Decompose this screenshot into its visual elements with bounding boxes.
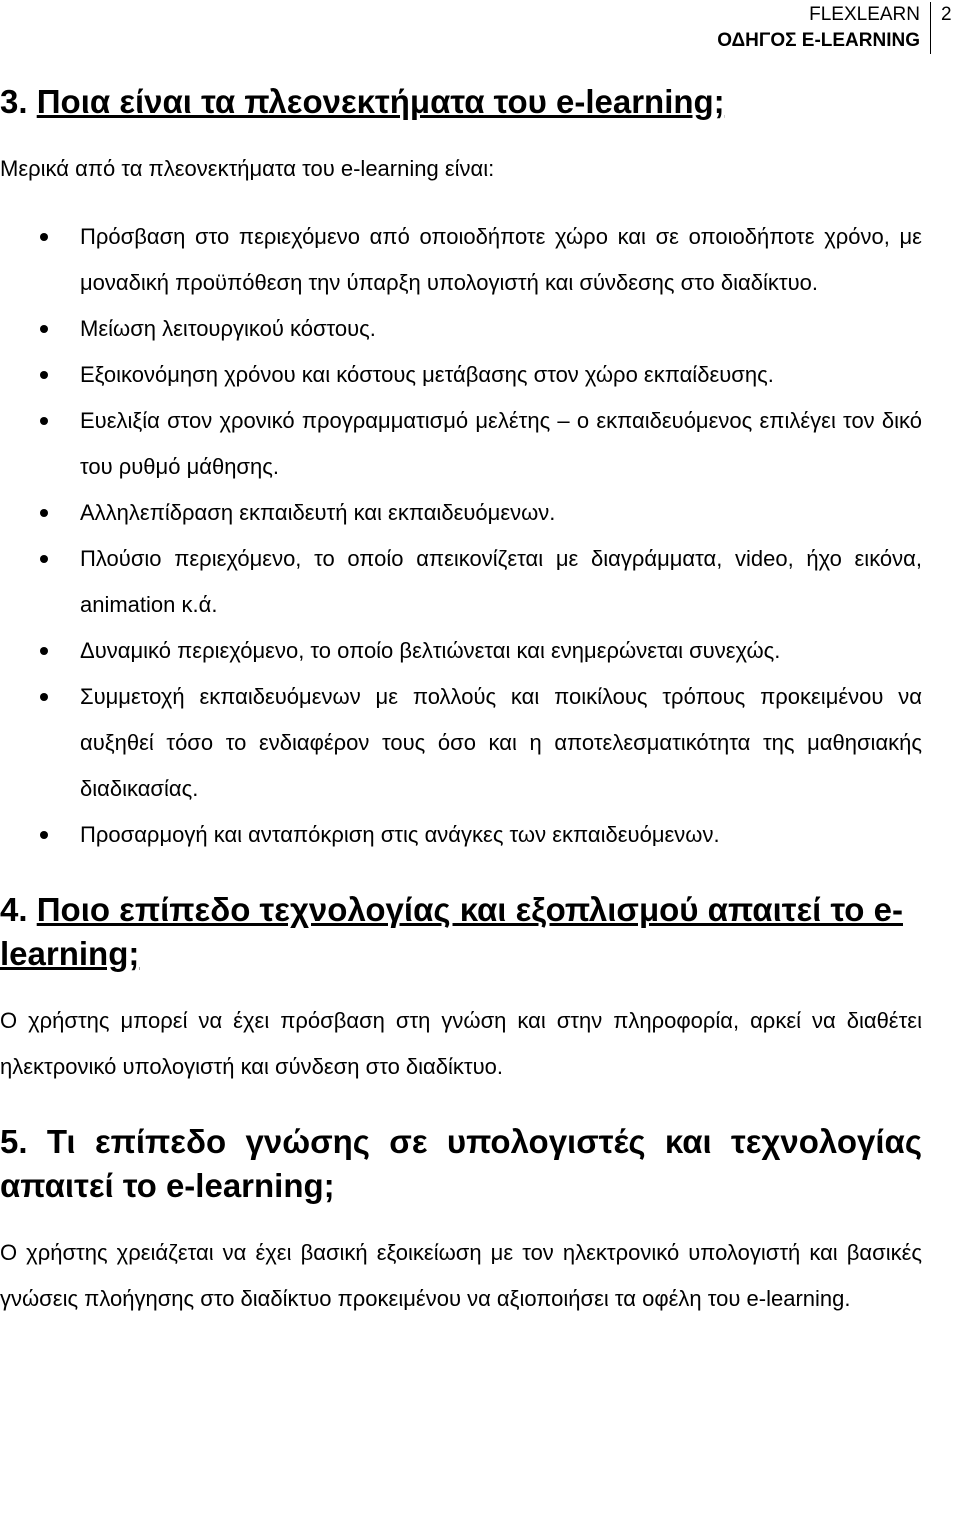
section-5-body: Ο χρήστης χρειάζεται να έχει βασική εξοικείωση με τον ηλεκτρονικό υπολογιστή και βασικές γνώσεις πλοήγησης στο διαδίκτυο προκειμένου να αξιοποιήσει τα οφέλη του e-learning.: [0, 1240, 922, 1311]
section-4-heading: [0, 888, 922, 976]
header-subtitle: ΟΔΗΓΟΣ E-LEARNING: [717, 30, 920, 51]
list-item-text: Δυναμικό περιεχόμενο, το οποίο βελτιώνεται και ενημερώνεται συνεχώς.: [80, 638, 781, 663]
section-3-title: Ποια είναι τα πλεονεκτήματα του e-learning;: [36, 83, 725, 120]
list-item: [0, 214, 922, 306]
list-item-text: Μείωση λειτουργικού κόστους.: [80, 316, 376, 341]
section-3-heading: [0, 80, 922, 124]
list-item: [0, 628, 922, 674]
document-body: [0, 80, 922, 1322]
section-3-number: 3.: [0, 83, 28, 120]
section-5-number: 5.: [0, 1123, 28, 1160]
bullet-icon: [40, 509, 48, 517]
list-item: [0, 812, 922, 858]
list-item: [0, 352, 922, 398]
list-item: [0, 674, 922, 812]
section-5-title: Τι επίπεδο γνώσης σε υπολογιστές και τεχνολογίας απαιτεί το e-learning;: [0, 1123, 922, 1204]
list-item: [0, 536, 922, 628]
list-item: [0, 306, 922, 352]
bullet-icon: [40, 831, 48, 839]
list-item: [0, 398, 922, 490]
page-number: 2: [930, 2, 958, 54]
bullet-icon: [40, 693, 48, 701]
bullet-icon: [40, 647, 48, 655]
bullet-icon: [40, 325, 48, 333]
section-5-heading: [0, 1120, 922, 1208]
list-item-text: Συμμετοχή εκπαιδευόμενων με πολλούς και ποικίλους τρόπους προκειμένου να αυξηθεί τόσο το ενδιαφέρον τους όσο και η αποτελεσματικότητα της μαθησιακής διαδικασίας.: [80, 684, 922, 801]
bullet-icon: [40, 371, 48, 379]
list-item-text: Εξοικονόμηση χρόνου και κόστους μετάβασης στον χώρο εκπαίδευσης.: [80, 362, 774, 387]
header-brand: FLEXLEARN: [809, 4, 920, 25]
advantages-list: [0, 214, 922, 858]
list-item-text: Πλούσιο περιεχόμενο, το οποίο απεικονίζεται με διαγράμματα, video, ήχο εικόνα, animation κ.ά.: [80, 546, 922, 617]
list-item-text: Αλληλεπίδραση εκπαιδευτή και εκπαιδευόμενων.: [80, 500, 556, 525]
list-item: [0, 490, 922, 536]
section-3-intro: Μερικά από τα πλεονεκτήματα του e-learning είναι:: [0, 156, 495, 181]
page-header: [717, 2, 920, 54]
bullet-icon: [40, 555, 48, 563]
bullet-icon: [40, 417, 48, 425]
list-item-text: Ευελιξία στον χρονικό προγραμματισμό μελέτης – ο εκπαιδευόμενος επιλέγει τον δικό του ρυθμό μάθησης.: [80, 408, 922, 479]
section-4-title: Ποιο επίπεδο τεχνολογίας και εξοπλισμού απαιτεί το e-learning;: [0, 891, 903, 972]
bullet-icon: [40, 233, 48, 241]
list-item-text: Πρόσβαση στο περιεχόμενο από οποιοδήποτε χώρο και σε οποιοδήποτε χρόνο, με μοναδική προϋπόθεση την ύπαρξη υπολογιστή και σύνδεσης στο διαδίκτυο.: [80, 224, 922, 295]
section-4-body: Ο χρήστης μπορεί να έχει πρόσβαση στη γνώση και στην πληροφορία, αρκεί να διαθέτει ηλεκτρονικό υπολογιστή και σύνδεση στο διαδίκτυο.: [0, 1008, 922, 1079]
section-4-number: 4.: [0, 891, 28, 928]
list-item-text: Προσαρμογή και ανταπόκριση στις ανάγκες των εκπαιδευόμενων.: [80, 822, 720, 847]
